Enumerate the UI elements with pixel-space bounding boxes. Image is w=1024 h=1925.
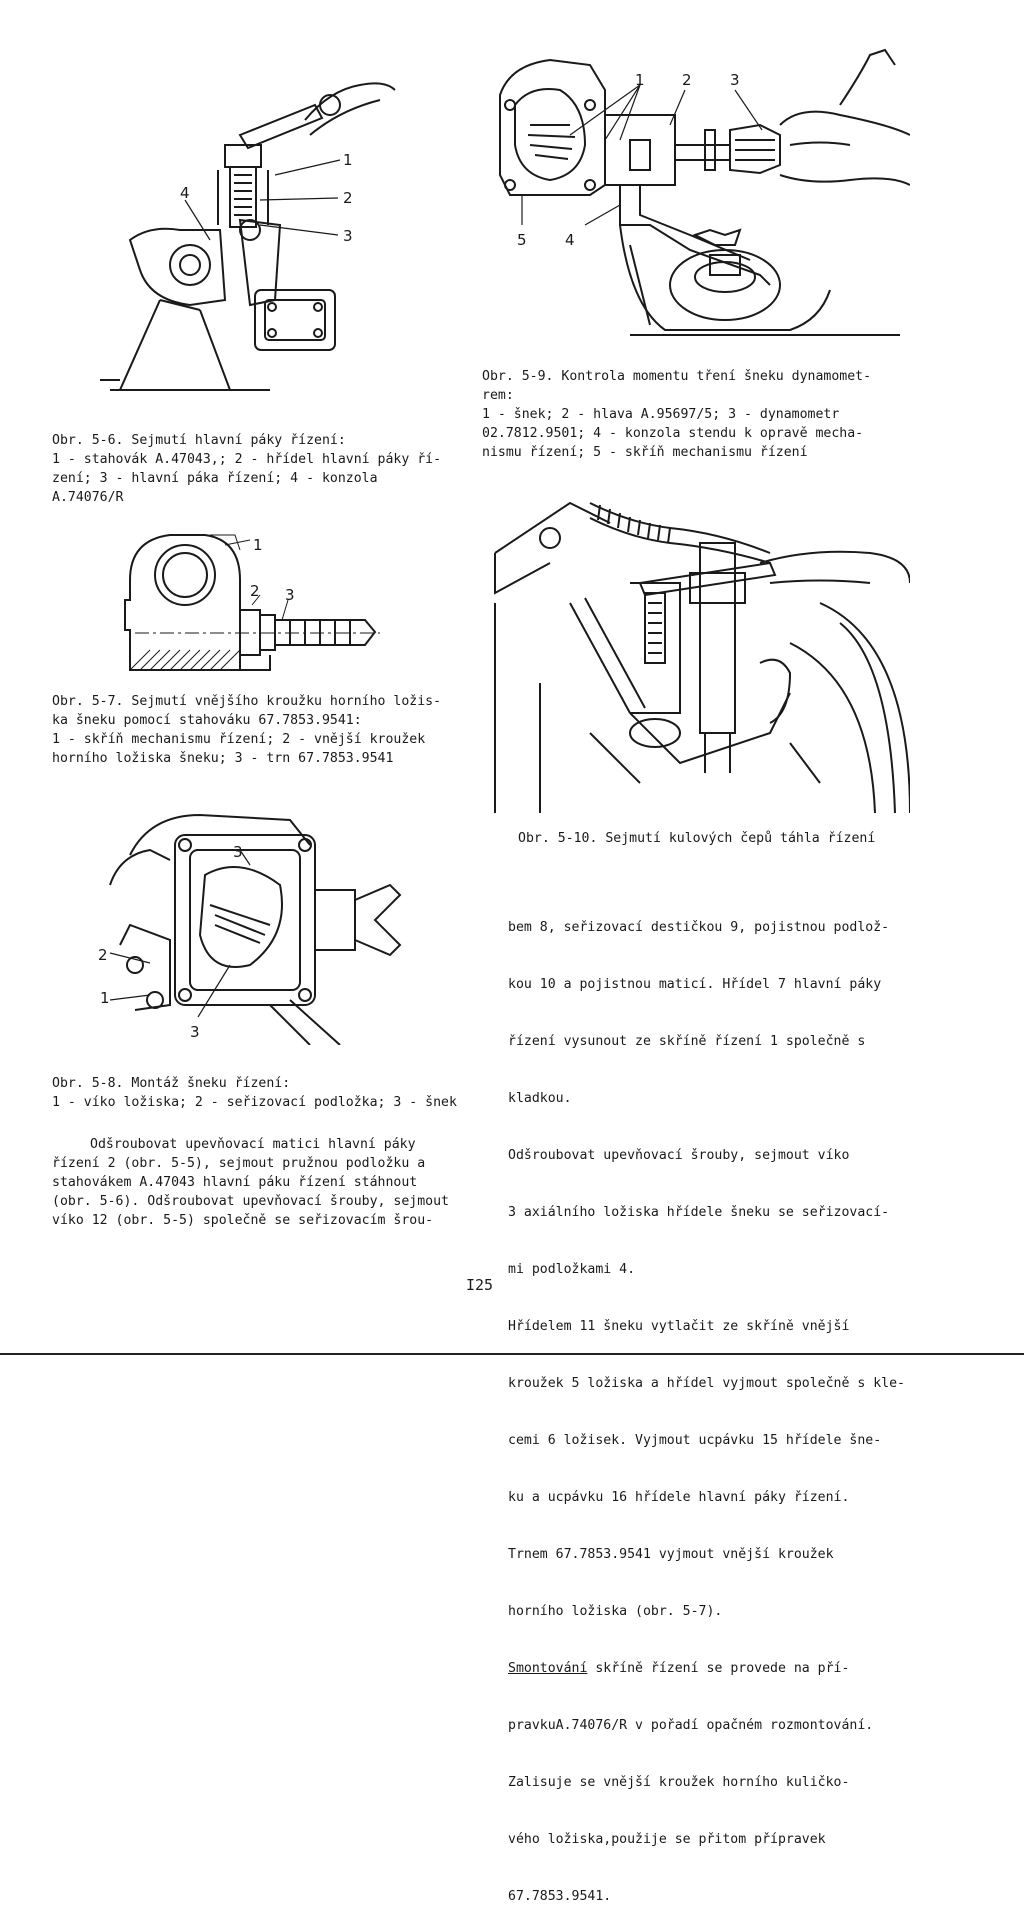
figure-5-7 [110, 530, 410, 680]
figure-5-7-caption [52, 692, 441, 768]
figure-5-8-caption [52, 1074, 457, 1112]
figure-5-9 [490, 45, 910, 350]
caption-line: Obr. 5-6. Sejmutí hlavní páky řízení: [52, 433, 346, 448]
text-line: kroužek 5 ložiska a hřídel vyjmout společně s kle- [508, 1376, 905, 1391]
text-line: mi podložkami 4. [508, 1262, 636, 1277]
bottom-rule [0, 1353, 1024, 1355]
caption-line: 1 - skříň mechanismu řízení; 2 - vnější kroužek [52, 732, 426, 747]
text-line: ku a ucpávku 16 hřídele hlavní páky řízení. [508, 1490, 850, 1505]
figure-5-7-drawing [110, 530, 410, 680]
figure-5-8-callout-3-bottom: 3 [190, 1023, 200, 1041]
caption-line: A.74076/R [52, 490, 124, 505]
figure-5-6-callout-2: 2 [343, 189, 353, 207]
caption-line: 1 - víko ložiska; 2 - seřizovací podložka; 3 - šnek [52, 1095, 457, 1110]
right-column-text [508, 880, 905, 1925]
figure-5-6-callout-4: 4 [180, 184, 190, 202]
caption-line: 1 - šnek; 2 - hlava A.95697/5; 3 - dynamometr [482, 407, 840, 422]
caption-line: ka šneku pomocí stahováku 67.7853.9541: [52, 713, 362, 728]
figure-5-8 [90, 805, 420, 1045]
text-line: Odšroubovat upevňovací matici hlavní páky [90, 1137, 416, 1152]
figure-5-6-drawing [100, 50, 400, 400]
figure-5-9-callout-3: 3 [730, 71, 740, 89]
left-column-text [52, 1135, 449, 1230]
text-line: řízení vysunout ze skříně řízení 1 společně s [508, 1034, 866, 1049]
page-number: I25 [466, 1276, 494, 1294]
figure-5-9-callout-2: 2 [682, 71, 692, 89]
smontovani-heading: Smontování [508, 1661, 588, 1676]
figure-5-10-caption [518, 829, 875, 848]
figure-5-8-drawing [90, 805, 420, 1045]
text-line: stahovákem A.47043 hlavní páku řízení stáhnout [52, 1175, 418, 1190]
text-line: cemi 6 ložisek. Vyjmout ucpávku 15 hřídele šne- [508, 1433, 882, 1448]
figure-5-6 [100, 50, 400, 400]
caption-line: Obr. 5-10. Sejmutí kulových čepů táhla řízení [518, 831, 876, 846]
figure-5-9-callout-4: 4 [565, 231, 575, 249]
smontovani-rest: skříně řízení se provede na pří- [587, 1661, 850, 1676]
text-line: Zalisuje se vnější kroužek horního kuličko- [508, 1775, 850, 1790]
caption-line: Obr. 5-7. Sejmutí vnějšího kroužku horního ložis- [52, 694, 442, 709]
smontovani-first-line [508, 1659, 905, 1678]
figure-5-9-callout-5: 5 [517, 231, 527, 249]
caption-line: 1 - stahovák A.47043,; 2 - hřídel hlavní páky ří- [52, 452, 442, 467]
figure-5-7-callout-1: 1 [253, 536, 263, 554]
caption-line: zení; 3 - hlavní páka řízení; 4 - konzola [52, 471, 378, 486]
caption-line: horního ložiska šneku; 3 - trn 67.7853.9541 [52, 751, 394, 766]
text-line: víko 12 (obr. 5-5) společně se seřizovacím šrou- [52, 1213, 434, 1228]
text-line: řízení 2 (obr. 5-5), sejmout pružnou podložku a [52, 1156, 426, 1171]
figure-5-7-callout-3: 3 [285, 586, 295, 604]
figure-5-6-callout-3: 3 [343, 227, 353, 245]
figure-5-7-callout-2: 2 [250, 582, 260, 600]
figure-5-8-callout-2: 2 [98, 946, 108, 964]
text-line: 67.7853.9541. [508, 1889, 612, 1904]
text-line: Trnem 67.7853.9541 vyjmout vnější kroužek [508, 1547, 834, 1562]
figure-5-9-caption [482, 367, 871, 462]
figure-5-9-drawing [490, 45, 910, 350]
text-line: bem 8, seřizovací destičkou 9, pojistnou podlož- [508, 920, 890, 935]
text-line: Odšroubovat upevňovací šrouby, sejmout víko [508, 1148, 850, 1163]
figure-5-9-callout-1: 1 [635, 71, 645, 89]
figure-5-10 [490, 483, 910, 813]
text-line: kou 10 a pojistnou maticí. Hřídel 7 hlavní páky [508, 977, 882, 992]
caption-line: Obr. 5-8. Montáž šneku řízení: [52, 1076, 291, 1091]
text-line: Hřídelem 11 šneku vytlačit ze skříně vnější [508, 1319, 850, 1334]
caption-line: Obr. 5-9. Kontrola momentu tření šneku dynamomet- [482, 369, 872, 384]
text-line: horního ložiska (obr. 5-7). [508, 1604, 723, 1619]
figure-5-10-drawing [490, 483, 910, 813]
text-line: 3 axiálního ložiska hřídele šneku se seřizovací- [508, 1205, 890, 1220]
figure-5-6-caption [52, 431, 441, 507]
text-line: kladkou. [508, 1091, 572, 1106]
figure-5-8-callout-1: 1 [100, 989, 110, 1007]
caption-line: 02.7812.9501; 4 - konzola stendu k opravě mecha- [482, 426, 864, 441]
text-line: (obr. 5-6). Odšroubovat upevňovací šrouby, sejmout [52, 1194, 449, 1209]
text-line: vého ložiska,použije se přitom přípravek [508, 1832, 826, 1847]
caption-line: nismu řízení; 5 - skříň mechanismu řízení [482, 445, 808, 460]
text-line: pravkuA.74076/R v pořadí opačném rozmontování. [508, 1718, 874, 1733]
figure-5-6-callout-1: 1 [343, 151, 353, 169]
figure-5-8-callout-3-top: 3 [233, 843, 243, 861]
caption-line: rem: [482, 388, 514, 403]
